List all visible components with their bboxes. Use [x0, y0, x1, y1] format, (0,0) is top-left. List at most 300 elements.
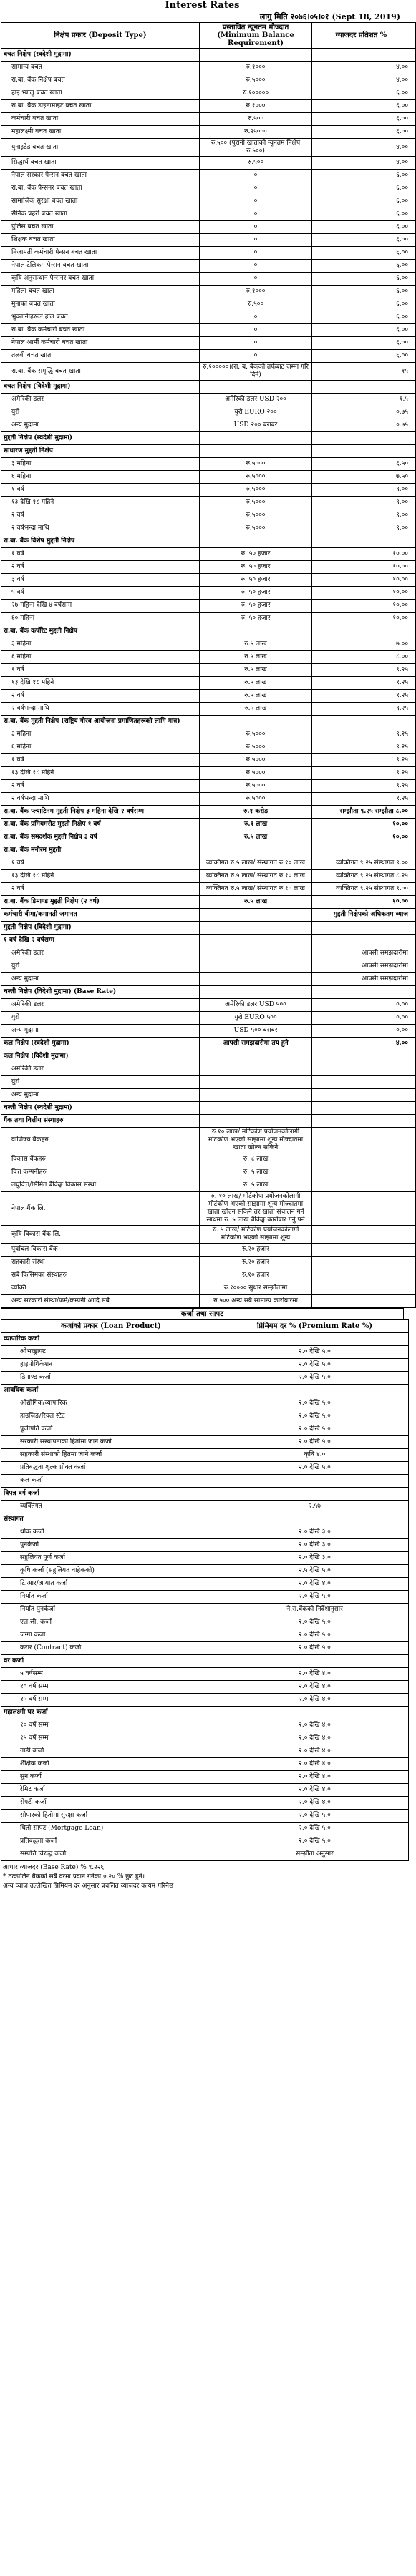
minimum-balance-cell — [200, 973, 312, 986]
interest-rate-cell: ०.०० — [312, 1012, 416, 1025]
interest-rate-cell: १०.०० — [312, 831, 416, 844]
deposit-row — [1, 1257, 416, 1269]
deposit-row — [1, 1192, 416, 1226]
interest-rate-cell — [312, 1192, 416, 1226]
minimum-balance-cell: रु.५००० — [200, 484, 312, 497]
deposit-type-cell: अमेरिकी डलर — [1, 1063, 200, 1076]
deposit-type-cell: व्यक्ति — [1, 1282, 200, 1295]
footnote: * तत्कालिन बैंकको सबै दरमा प्रदान गर्नका ०.२० % छुट हुने। — [3, 1873, 145, 1880]
deposit-type-cell: निजामती कर्मचारी पेन्सन बचत खाता — [1, 247, 200, 260]
deposit-row — [1, 509, 416, 522]
deposit-type-cell: ३ महिना — [1, 638, 200, 651]
deposit-row — [1, 311, 416, 324]
deposit-type-cell: २ वर्षभन्दा माथि — [1, 522, 200, 535]
minimum-balance-cell: रु.५००० — [200, 471, 312, 484]
minimum-balance-cell: USD ५०० बराबर — [200, 1025, 312, 1038]
premium-rate-cell: २.० देखि ५.० — [221, 1462, 409, 1475]
interest-rate-cell: ०.०० — [312, 1025, 416, 1038]
minimum-balance-cell: रु.१ करोड — [200, 806, 312, 819]
minimum-balance-cell: रु.५ लाख — [200, 677, 312, 690]
loan-row — [1, 1848, 409, 1861]
deposit-row — [1, 741, 416, 754]
interest-rate-cell — [312, 1244, 416, 1257]
deposit-row — [1, 221, 416, 234]
premium-rate-cell — [221, 1333, 409, 1346]
minimum-balance-cell: रु.५०० — [200, 113, 312, 126]
interest-rate-cell — [312, 445, 416, 458]
deposit-type-cell: १३ देखि १८ महिने — [1, 677, 200, 690]
interest-rate-cell: ६.०० — [312, 100, 416, 113]
interest-rate-cell — [312, 381, 416, 394]
loan-row — [1, 1823, 409, 1835]
loan-product-cell: कल कर्जा — [1, 1475, 221, 1488]
interest-rate-cell — [312, 1166, 416, 1179]
deposit-section-row — [1, 935, 416, 947]
loan-product-cell: सहकारी संस्थाको हितमा जाने कर्जा — [1, 1449, 221, 1462]
loan-section-row — [1, 1385, 409, 1397]
loan-row — [1, 1784, 409, 1797]
minimum-balance-cell: अमेरिकी डलर USD २०० — [200, 394, 312, 406]
deposit-row — [1, 664, 416, 677]
loan-row — [1, 1810, 409, 1823]
premium-rate-cell: ने.रा.बैंकको निर्देशानुसार — [221, 1604, 409, 1616]
deposit-section-row — [1, 625, 416, 638]
minimum-balance-cell: ० — [200, 170, 312, 182]
deposit-row — [1, 1179, 416, 1192]
deposit-type-cell: महालक्ष्मी बचत खाता — [1, 126, 200, 139]
interest-rate-cell: आपसी समझदारीमा — [312, 947, 416, 960]
deposit-row — [1, 883, 416, 896]
deposit-type-cell: २ वर्ष — [1, 509, 200, 522]
interest-rate-cell: १.५ — [312, 394, 416, 406]
interest-rate-cell — [312, 1102, 416, 1115]
minimum-balance-cell: ० — [200, 221, 312, 234]
deposit-row — [1, 548, 416, 561]
interest-rate-cell: ६.०० — [312, 113, 416, 126]
deposit-row — [1, 767, 416, 780]
minimum-balance-cell: रु.१०००० सुधार सम्झौतामा — [200, 1282, 312, 1295]
minimum-balance-cell — [200, 49, 312, 62]
premium-rate-cell: २.० देखि ५.० — [221, 1629, 409, 1642]
loan-row — [1, 1797, 409, 1810]
deposit-type-cell: रा.बा. बैंक डाइनामाइट बचत खाता — [1, 100, 200, 113]
deposit-type-cell: अमेरिकी डलर — [1, 394, 200, 406]
deposit-section-row — [1, 896, 416, 909]
loan-product-cell: शैक्षिक कर्जा — [1, 1758, 221, 1771]
premium-rate-cell: २.० देखि ५.० — [221, 1616, 409, 1629]
deposit-section-row — [1, 716, 416, 728]
deposit-type-cell: सामान्य बचत — [1, 62, 200, 74]
minimum-balance-cell: रु.१०००००।(रा. ब. बैंकको तर्फबाट जम्मा गरि दिने) — [200, 363, 312, 381]
premium-rate-cell: २.० देखि ५.० — [221, 1591, 409, 1604]
minimum-balance-cell: रु. ८ लाख — [200, 1153, 312, 1166]
deposit-row — [1, 234, 416, 247]
deposit-type-cell: बचत निक्षेप (स्वदेशी मुद्रामा) — [1, 49, 200, 62]
deposit-type-cell: ५ वर्ष — [1, 587, 200, 600]
interest-rate-cell: मुद्दती निक्षेपको अधिकतम व्याज — [312, 909, 416, 922]
interest-rate-cell: व्यक्तिगत ९.२५ संस्थागत ९.०० — [312, 883, 416, 896]
loan-section-row — [1, 1488, 409, 1501]
premium-rate-cell: २.० देखि ३.० — [221, 1526, 409, 1539]
minimum-balance-cell — [200, 1115, 312, 1128]
interest-rate-cell: ६.०० — [312, 208, 416, 221]
loan-row — [1, 1578, 409, 1591]
deposit-type-cell: हाइ भ्यालु बचत खाता — [1, 87, 200, 100]
loan-product-cell: सोपारको हितोमा सुरक्षा कर्जा — [1, 1810, 221, 1823]
deposit-type-cell: १ वर्ष — [1, 857, 200, 870]
loan-product-cell: घर कर्जा — [1, 1655, 221, 1668]
header-premium-rate: प्रिमियम दर % (Premium Rate %) — [221, 1320, 409, 1333]
loan-row — [1, 1771, 409, 1784]
loan-row — [1, 1616, 409, 1629]
premium-rate-cell: २.० देखि ५.० — [221, 1810, 409, 1823]
deposit-row — [1, 1089, 416, 1102]
interest-rate-cell: ६.०० — [312, 350, 416, 363]
deposit-type-cell: १३ देखि १८ महिने — [1, 767, 200, 780]
deposit-type-cell: २७ महिना देखि ४ वर्षसम्म — [1, 600, 200, 613]
minimum-balance-cell: रु.१ लाख — [200, 819, 312, 831]
premium-rate-cell: २.० देखि ५.० — [221, 1835, 409, 1848]
minimum-balance-cell — [200, 986, 312, 999]
deposit-type-cell: ६ महिना — [1, 741, 200, 754]
deposit-type-cell: पूर्वांचल विकास बैंक — [1, 1244, 200, 1257]
loan-product-cell: प्रतिबद्धता कर्जा — [1, 1835, 221, 1848]
deposit-type-cell: युरो — [1, 406, 200, 419]
deposit-section-row — [1, 831, 416, 844]
deposit-type-cell: २ वर्ष — [1, 883, 200, 896]
loan-rate-table — [1, 1319, 409, 1861]
minimum-balance-cell: रु.५ लाख — [200, 896, 312, 909]
premium-rate-cell: २.५ देखि ५.० — [221, 1565, 409, 1578]
deposit-row — [1, 497, 416, 509]
minimum-balance-cell: रु.१० हजार — [200, 1269, 312, 1282]
minimum-balance-cell: रु.५००० — [200, 754, 312, 767]
loan-row — [1, 1359, 409, 1372]
minimum-balance-cell: ० — [200, 260, 312, 273]
deposit-row — [1, 947, 416, 960]
minimum-balance-cell — [200, 381, 312, 394]
minimum-balance-cell: रु.२५००० — [200, 126, 312, 139]
loan-row — [1, 1642, 409, 1655]
interest-rate-cell: ४.०० — [312, 157, 416, 170]
premium-rate-cell: २.५७ — [221, 1501, 409, 1513]
loan-product-cell: पूर्जीपति कर्जा — [1, 1423, 221, 1436]
premium-rate-cell: २.० देखि ५.० — [221, 1436, 409, 1449]
loan-product-cell: महालक्ष्मी घर कर्जा — [1, 1707, 221, 1719]
minimum-balance-cell: रु.१००००० — [200, 87, 312, 100]
interest-rate-cell — [312, 1226, 416, 1244]
deposit-type-cell: युरो — [1, 1076, 200, 1089]
deposit-row — [1, 100, 416, 113]
interest-rate-cell: ६.०० — [312, 247, 416, 260]
premium-rate-cell — [221, 1385, 409, 1397]
minimum-balance-cell: रु.५००० — [200, 74, 312, 87]
deposit-row — [1, 484, 416, 497]
deposit-row — [1, 337, 416, 350]
loan-row — [1, 1629, 409, 1642]
interest-rate-cell — [312, 1089, 416, 1102]
deposit-row — [1, 273, 416, 286]
deposit-type-cell: २ वर्ष — [1, 780, 200, 793]
loan-product-cell: व्यापारिक कर्जा — [1, 1333, 221, 1346]
deposit-type-cell: विकास बैंकहरु — [1, 1153, 200, 1166]
deposit-type-cell: २ वर्षभन्दा माथि — [1, 703, 200, 716]
deposit-type-cell: सिद्धार्थ बचत खाता — [1, 157, 200, 170]
interest-rate-cell: ०.०० — [312, 999, 416, 1012]
loan-product-cell: औद्योगिक/व्यापारिक — [1, 1397, 221, 1410]
interest-rate-cell — [312, 1153, 416, 1166]
deposit-type-cell: २ वर्ष — [1, 561, 200, 574]
premium-rate-cell — [221, 1513, 409, 1526]
loan-product-cell: एल.सी. कर्जा — [1, 1616, 221, 1629]
deposit-row — [1, 999, 416, 1012]
interest-rate-cell — [312, 1179, 416, 1192]
deposit-section-row — [1, 922, 416, 935]
deposit-row — [1, 857, 416, 870]
minimum-balance-cell: रु. ५० हजार — [200, 600, 312, 613]
deposit-rate-table — [1, 22, 416, 1308]
premium-rate-cell: कृषि ४.० — [221, 1449, 409, 1462]
loan-row — [1, 1526, 409, 1539]
minimum-balance-cell: रु. ५० हजार — [200, 613, 312, 625]
deposit-section-row — [1, 986, 416, 999]
interest-rate-cell: १०.०० — [312, 819, 416, 831]
minimum-balance-cell: युरो EURO २०० — [200, 406, 312, 419]
deposit-type-cell: रा.बा. बैंक कर्मचारी बचत खाता — [1, 324, 200, 337]
interest-rate-cell: ९.२५ — [312, 703, 416, 716]
deposit-row — [1, 87, 416, 100]
interest-rate-cell: ४.०० — [312, 74, 416, 87]
minimum-balance-cell: रु.५००० — [200, 509, 312, 522]
deposit-type-cell: साधारण मुद्दती निक्षेप — [1, 445, 200, 458]
minimum-balance-cell — [200, 844, 312, 857]
premium-rate-cell: सम्झौता अनुसार — [221, 1848, 409, 1861]
deposit-row — [1, 113, 416, 126]
interest-rate-cell: १०.०० — [312, 548, 416, 561]
interest-rate-cell: ४.०० — [312, 139, 416, 157]
minimum-balance-cell: रु.२० हजार — [200, 1257, 312, 1269]
interest-rate-cell: १०.०० — [312, 896, 416, 909]
deposit-row — [1, 638, 416, 651]
deposit-type-cell: २ वर्ष — [1, 690, 200, 703]
deposit-row — [1, 754, 416, 767]
minimum-balance-cell: ० — [200, 350, 312, 363]
loan-product-cell: डिमाण्ड कर्जा — [1, 1372, 221, 1385]
deposit-type-cell: तलबी बचत खाता — [1, 350, 200, 363]
deposit-type-cell: लघुवित्त/सिमित बैंकिङ्ग विकास संस्था — [1, 1179, 200, 1192]
minimum-balance-cell: रु.१००० — [200, 62, 312, 74]
loan-row — [1, 1719, 409, 1732]
loan-row — [1, 1732, 409, 1745]
interest-rate-cell: ६.०० — [312, 126, 416, 139]
interest-rate-cell: ६.५० — [312, 458, 416, 471]
loan-row — [1, 1372, 409, 1385]
deposit-row — [1, 1025, 416, 1038]
deposit-section-row — [1, 445, 416, 458]
loan-product-cell: करार (Contract) कर्जा — [1, 1642, 221, 1655]
interest-rate-cell: ९.०० — [312, 522, 416, 535]
deposit-row — [1, 1166, 416, 1179]
deposit-type-cell: ३ महिना — [1, 458, 200, 471]
premium-rate-cell: २.० देखि ३.० — [221, 1552, 409, 1565]
deposit-type-cell: सैनिक प्रहरी बचत खाता — [1, 208, 200, 221]
loan-row — [1, 1591, 409, 1604]
minimum-balance-cell: ० — [200, 337, 312, 350]
interest-rate-cell — [312, 935, 416, 947]
minimum-balance-cell: रु.५००० — [200, 497, 312, 509]
loan-product-cell: सुन कर्जा — [1, 1771, 221, 1784]
minimum-balance-cell: USD २०० बराबर — [200, 419, 312, 432]
premium-rate-cell: २.० देखि ५.० — [221, 1642, 409, 1655]
interest-rate-cell: ६.०० — [312, 170, 416, 182]
deposit-type-cell: कर्मचारी बचत खाता — [1, 113, 200, 126]
deposit-row — [1, 208, 416, 221]
minimum-balance-cell: अमेरिकी डलर USD ५०० — [200, 999, 312, 1012]
deposit-row — [1, 1244, 416, 1257]
minimum-balance-cell: रु. ५० हजार — [200, 587, 312, 600]
deposit-row — [1, 62, 416, 74]
minimum-balance-cell: रु.५०० अन्य सबै सामान्य कारोबारमा — [200, 1295, 312, 1308]
header-deposit-type: निक्षेप प्रकार (Deposit Type) — [1, 23, 200, 49]
page-title: Interest Rates — [165, 0, 240, 11]
minimum-balance-cell: रु. १० लाख/ मोर्टकोण प्रयोजनकोलागी मोर्टकोण भएको साझामा शून्य मौज्दातमा खाता खोल्न सकिने तर खाता संचालन गर्न साथमा रु. ५ लाख बैंकिङ्ग कारोबार गर्नु पर्ने — [200, 1192, 312, 1226]
deposit-section-row — [1, 49, 416, 62]
minimum-balance-cell: रु. ५० हजार — [200, 574, 312, 587]
header-loan-product: कर्जाको प्रकार (Loan Product) — [1, 1320, 221, 1333]
loan-product-cell: सेफ्टी कर्जा — [1, 1797, 221, 1810]
deposit-section-row — [1, 1115, 416, 1128]
interest-rate-cell: १०.०० — [312, 600, 416, 613]
loan-product-cell: विपन्न वर्ग कर्जा — [1, 1488, 221, 1501]
minimum-balance-cell: युरो EURO ५०० — [200, 1012, 312, 1025]
deposit-row — [1, 973, 416, 986]
premium-rate-cell: २.० देखि ४.० — [221, 1668, 409, 1681]
loan-product-cell: १० वर्ष सम्म — [1, 1681, 221, 1694]
deposit-row — [1, 458, 416, 471]
loan-product-cell: १० वर्ष सम्म — [1, 1719, 221, 1732]
deposit-type-cell: अन्य सरकारी संस्था/फर्म/कम्पनी आदि सबै — [1, 1295, 200, 1308]
loan-product-cell: कृषि कर्जा (सहुलियत वाहेकको) — [1, 1565, 221, 1578]
minimum-balance-cell: रु.५००० — [200, 793, 312, 806]
interest-rate-cell: ६.०० — [312, 182, 416, 195]
deposit-type-cell: रा.बा. बैंक डिमाण्ड मुद्दती निक्षेप (२ वर्ष) — [1, 896, 200, 909]
loan-product-cell: जग्गा कर्जा — [1, 1629, 221, 1642]
interest-rate-cell: ६.०० — [312, 273, 416, 286]
minimum-balance-cell: रु.५०० — [200, 298, 312, 311]
deposit-type-cell: १ वर्ष — [1, 664, 200, 677]
footnotes — [0, 1861, 405, 1893]
loan-product-cell: गाडी कर्जा — [1, 1745, 221, 1758]
minimum-balance-cell: रु.१००० — [200, 286, 312, 298]
deposit-type-cell: सबै किसिमका संस्थाहरु — [1, 1269, 200, 1282]
loan-row — [1, 1436, 409, 1449]
interest-rate-cell: ६.०० — [312, 221, 416, 234]
loan-product-cell: थोक कर्जा — [1, 1526, 221, 1539]
minimum-balance-cell: ० — [200, 311, 312, 324]
minimum-balance-cell: रु. ५० हजार — [200, 561, 312, 574]
deposit-row — [1, 394, 416, 406]
loan-row — [1, 1694, 409, 1707]
minimum-balance-cell: रु.५ लाख — [200, 703, 312, 716]
interest-rate-cell: ७.५० — [312, 471, 416, 484]
deposit-type-cell: ३ महिना — [1, 728, 200, 741]
interest-rate-cell — [312, 1269, 416, 1282]
minimum-balance-cell: रु. ५ लाख — [200, 1166, 312, 1179]
interest-rate-cell: ९.०० — [312, 484, 416, 497]
loan-row — [1, 1475, 409, 1488]
deposit-type-cell: मुद्दती निक्षेप (विदेशी मुद्रामा) — [1, 922, 200, 935]
minimum-balance-cell: रु.५००० — [200, 741, 312, 754]
loan-section-row — [1, 1707, 409, 1719]
loan-product-cell: ओभरड्राफ्ट — [1, 1346, 221, 1359]
interest-rate-cell: १०.०० — [312, 587, 416, 600]
interest-rate-cell — [312, 716, 416, 728]
deposit-type-cell: १३ देखि १८ महिने — [1, 870, 200, 883]
loan-product-cell: हाइपोथिकेशन — [1, 1359, 221, 1372]
deposit-row — [1, 363, 416, 381]
interest-rate-cell: ९.२५ — [312, 677, 416, 690]
interest-rate-cell — [312, 1063, 416, 1076]
minimum-balance-cell: रु.५००० — [200, 522, 312, 535]
loan-row — [1, 1681, 409, 1694]
deposit-type-cell: रा.बा. बैंक समदर्शक मुद्दती निक्षेप ३ वर्ष — [1, 831, 200, 844]
deposit-type-cell: ६ महिना — [1, 471, 200, 484]
loan-row — [1, 1604, 409, 1616]
premium-rate-cell: २.० देखि ४.० — [221, 1771, 409, 1784]
deposit-type-cell: युरो — [1, 1012, 200, 1025]
deposit-type-cell: अमेरिकी डलर — [1, 999, 200, 1012]
minimum-balance-cell — [200, 1063, 312, 1076]
interest-rate-cell: ६.०० — [312, 286, 416, 298]
deposit-section-row — [1, 381, 416, 394]
premium-rate-cell — [221, 1488, 409, 1501]
premium-rate-cell: २.० देखि ४.० — [221, 1797, 409, 1810]
deposit-type-cell: सहकारी संस्था — [1, 1257, 200, 1269]
interest-rate-cell: ८.०० — [312, 651, 416, 664]
deposit-section-row — [1, 535, 416, 548]
interest-rate-cell: ९.२५ — [312, 754, 416, 767]
deposit-type-cell: बचत निक्षेप (विदेशी मुद्रामा) — [1, 381, 200, 394]
deposit-row — [1, 793, 416, 806]
footnote: आधार व्याजदर (Base Rate) % ९.२२६ — [3, 1864, 105, 1871]
minimum-balance-cell: रु.५००० — [200, 767, 312, 780]
interest-rate-cell: ०.७५ — [312, 419, 416, 432]
deposit-row — [1, 126, 416, 139]
deposit-row — [1, 613, 416, 625]
deposit-type-cell: कल निक्षेप (स्वदेशी मुद्रामा) — [1, 1038, 200, 1050]
interest-rate-cell: ९.२५ — [312, 793, 416, 806]
loan-row — [1, 1410, 409, 1423]
minimum-balance-cell — [200, 535, 312, 548]
loan-section-row — [1, 1333, 409, 1346]
deposit-type-cell: कर्मचारी बीमा/कमानती जमानत — [1, 909, 200, 922]
loan-row — [1, 1346, 409, 1359]
interest-rate-cell — [312, 625, 416, 638]
interest-rate-cell: ६.०० — [312, 298, 416, 311]
minimum-balance-cell: व्यक्तिगत रु.५ लाख/ संस्थागत रु.१० लाख — [200, 857, 312, 870]
deposit-type-cell: अन्य मुद्रामा — [1, 419, 200, 432]
deposit-section-row — [1, 844, 416, 857]
interest-rate-cell: ९.२५ — [312, 741, 416, 754]
interest-rate-cell: ९.२५ — [312, 767, 416, 780]
loan-product-cell: धितो सापट (Mortgage Loan) — [1, 1823, 221, 1835]
interest-rate-cell — [312, 1295, 416, 1308]
premium-rate-cell: २.० देखि ५.० — [221, 1423, 409, 1436]
deposit-row — [1, 1076, 416, 1089]
premium-rate-cell: २.० देखि ५.० — [221, 1359, 409, 1372]
deposit-type-cell: रा.बा. बैंक निक्षेप बचत — [1, 74, 200, 87]
deposit-type-cell: रा.बा. बैंक विशेष मुद्दती निक्षेप — [1, 535, 200, 548]
